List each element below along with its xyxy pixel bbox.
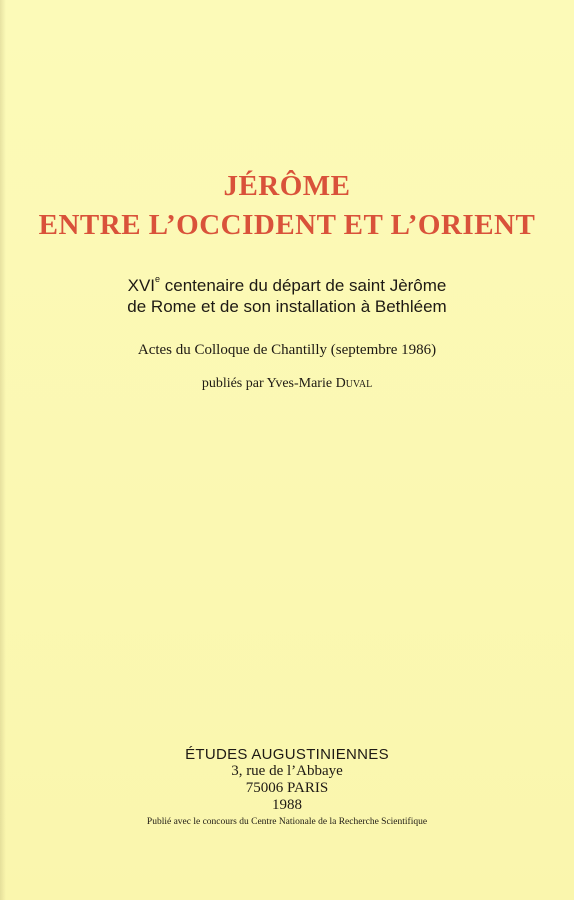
subtitle-line-2: de Rome et de son installation à Bethléem [127,297,447,316]
publisher-street: 3, rue de l’Abbaye [231,763,343,779]
funding-note: Publié avec le concours du Centre Nationale de la Recherche Scientifique [146,817,428,827]
publisher-city: 75006 PARIS [245,780,329,796]
publication-year: 1988 [272,797,302,813]
title-line-1: JÉRÔME [223,170,351,202]
published-by-label: publiés par Yves-Marie [201,376,336,391]
title-line-2: ENTRE L’OCCIDENT ET L’ORIENT [38,209,536,241]
publisher-name: ÉTUDES AUGUSTINIENNES [185,746,389,763]
editor-line [0,376,574,392]
acts-line: Actes du Colloque de Chantilly (septembre 1986) [137,342,437,358]
editor-surname: Duval [335,376,373,391]
subtitle-line-1 [0,276,574,296]
subtitle-line-1-text: centenaire du départ de saint Jèrôme [160,276,447,295]
subtitle-roman-numeral: XVI [127,276,156,295]
subtitle-superscript: e [155,274,161,284]
